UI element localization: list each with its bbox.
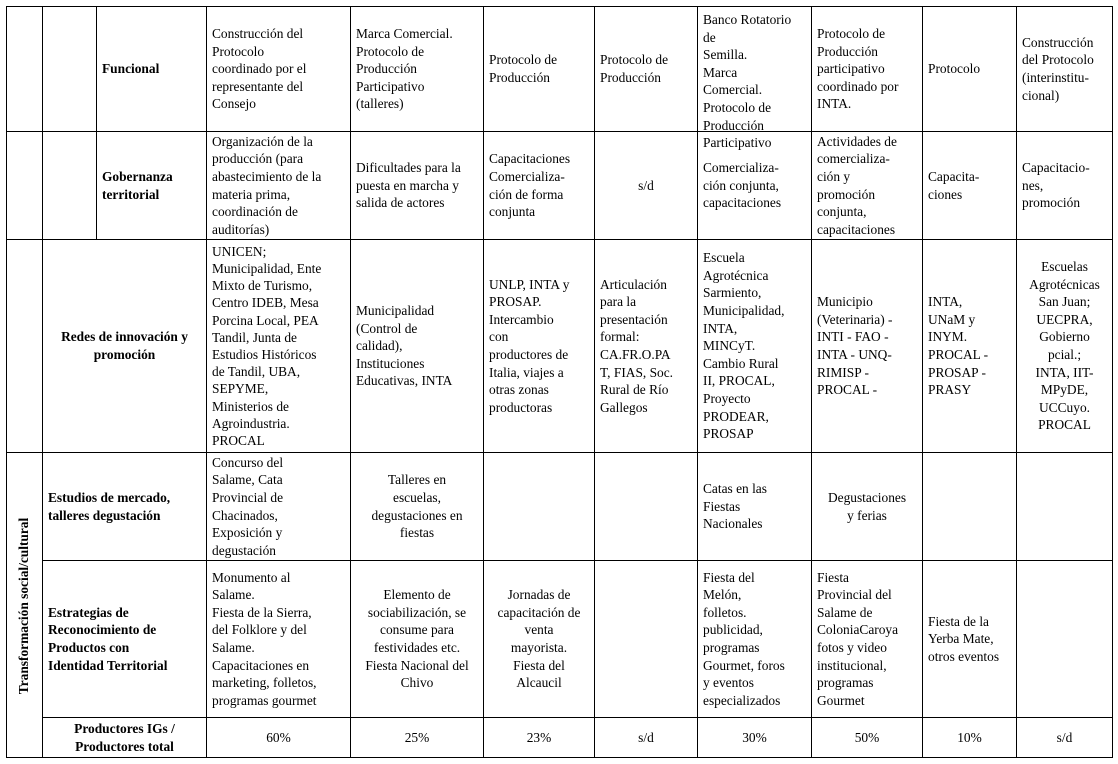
cell: Talleres en escuelas, degustaciones en fiestas [351, 453, 484, 561]
cell: Organización de la producción (para abastecimiento de la materia prima, coordinación de auditorías) [207, 132, 351, 240]
cell: s/d [1017, 718, 1113, 758]
cell: Fiesta del Melón, folletos. publicidad, programas Gourmet, foros y eventos especializados [698, 561, 812, 718]
blank-cell [43, 132, 97, 240]
cell [1017, 453, 1113, 561]
cell: Dificultades para la puesta en marcha y salida de actores [351, 132, 484, 240]
cell: Monumento al Salame. Fiesta de la Sierra, del Folklore y del Salame. Capacitaciones en marketing, folletos, programas gourmet [207, 561, 351, 718]
row-label-productores: Productores IGs / Productores total [43, 718, 207, 758]
cell: Actividades de comercializa- ción y promoción conjunta, capacitaciones [812, 132, 923, 240]
cell: Construcción del Protocolo coordinado por el representante del Consejo [207, 6, 351, 132]
row-label-funcional: Funcional [97, 6, 207, 132]
row-label-gobernanza: Gobernanza territorial [97, 132, 207, 240]
cell: Catas en las Fiestas Nacionales [698, 453, 812, 561]
row-label-redes: Redes de innovación y promoción [43, 240, 207, 453]
cell [923, 453, 1017, 561]
cell [595, 561, 698, 718]
cell: Municipio (Veterinaria) - INTI - FAO - INTA - UNQ- RIMISP - PROCAL - [812, 240, 923, 453]
cell: Protocolo de Producción participativo coordinado por INTA. [812, 6, 923, 132]
cell: s/d [595, 718, 698, 758]
cell: 60% [207, 718, 351, 758]
cell: Escuela Agrotécnica Sarmiento, Municipalidad, INTA, MINCyT. Cambio Rural II, PROCAL, Proyecto PRODEAR, PROSAP [698, 240, 812, 453]
blank-cell [43, 6, 97, 132]
cell: Escuelas Agrotécnicas San Juan; UECPRA, Gobierno pcial.; INTA, IIT- MPyDE, UCCuyo. PROCAL [1017, 240, 1113, 453]
cell: Protocolo de Producción [595, 6, 698, 132]
cell: s/d [595, 132, 698, 240]
cell: UNICEN; Municipalidad, Ente Mixto de Turismo, Centro IDEB, Mesa Porcina Local, PEA Tandil, Junta de Estudios Históricos de Tandil, UBA, SEPYME, Ministerios de Agroindustria. PROCAL [207, 240, 351, 453]
cell: Degustaciones y ferias [812, 453, 923, 561]
cell: Concurso del Salame, Cata Provincial de Chacinados, Exposición y degustación [207, 453, 351, 561]
cell: 23% [484, 718, 595, 758]
side-label: Transformación social/cultural [16, 517, 32, 694]
cell: Capacitaciones Comercializa- ción de forma conjunta [484, 132, 595, 240]
row-label-estudios: Estudios de mercado, talleres degustación [43, 453, 207, 561]
cell: Protocolo [923, 6, 1017, 132]
cell: Banco Rotatorio de Semilla. Marca Comercial. Protocolo de Producción Participativo [698, 6, 812, 132]
cell: UNLP, INTA y PROSAP. Intercambio con productores de Italia, viajes a otras zonas productoras [484, 240, 595, 453]
cell: Capacitacio- nes, promoción [1017, 132, 1113, 240]
cell: Articulación para la presentación formal: CA.FR.O.PA T, FIAS, Soc. Rural de Río Gallegos [595, 240, 698, 453]
cell: INTA, UNaM y INYM. PROCAL - PROSAP - PRASY [923, 240, 1017, 453]
cell [595, 453, 698, 561]
cell: Comercializa- ción conjunta, capacitaciones [698, 132, 812, 240]
cell: Fiesta Provincial del Salame de ColoniaCaroya fotos y video institucional, programas Gourmet [812, 561, 923, 718]
cell: Construcción del Protocolo (interinstitu- cional) [1017, 6, 1113, 132]
blank-cell [6, 132, 43, 240]
row-label-estrategias: Estrategias de Reconocimiento de Productos con Identidad Territorial [43, 561, 207, 718]
cell: 10% [923, 718, 1017, 758]
cell: Elemento de sociabilización, se consume para festividades etc. Fiesta Nacional del Chivo [351, 561, 484, 718]
cell [1017, 561, 1113, 718]
cell: Municipalidad (Control de calidad), Instituciones Educativas, INTA [351, 240, 484, 453]
cell: Marca Comercial. Protocolo de Producción Participativo (talleres) [351, 6, 484, 132]
cell: Capacita- ciones [923, 132, 1017, 240]
cell: Jornadas de capacitación de venta mayorista. Fiesta del Alcaucil [484, 561, 595, 718]
blank-cell [6, 240, 43, 453]
cell: Protocolo de Producción [484, 6, 595, 132]
cell: 30% [698, 718, 812, 758]
cell: Fiesta de la Yerba Mate, otros eventos [923, 561, 1017, 718]
blank-cell [6, 6, 43, 132]
cell: 25% [351, 718, 484, 758]
side-label-wrap [6, 453, 43, 758]
cell [484, 453, 595, 561]
cell: 50% [812, 718, 923, 758]
